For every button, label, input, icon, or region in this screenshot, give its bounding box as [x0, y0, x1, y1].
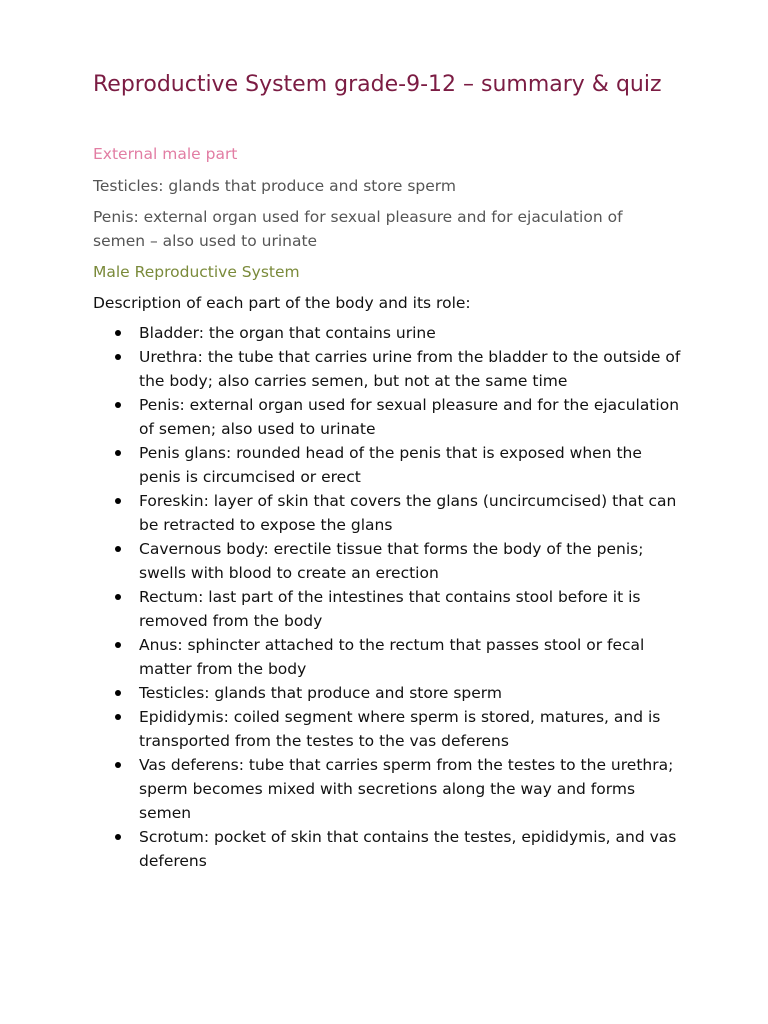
list-item-text: Epididymis: coiled segment where sperm is stored, matures, and is transported from the testes to the vas deferens — [139, 708, 661, 750]
bullet-icon — [115, 498, 121, 504]
list-item — [93, 753, 683, 825]
list-item-text: Penis glans: rounded head of the penis that is exposed when the penis is circumcised or erect — [139, 444, 642, 486]
bullet-icon — [115, 714, 121, 720]
list-item — [93, 489, 683, 537]
list-item — [93, 681, 683, 705]
list-item — [93, 345, 683, 393]
list-item-text: Vas deferens: tube that carries sperm from the testes to the urethra; sperm becomes mixed with secretions along the way and forms semen — [139, 756, 674, 822]
list-item — [93, 393, 683, 441]
list-item-text: Cavernous body: erectile tissue that forms the body of the penis; swells with blood to create an erection — [139, 540, 644, 582]
list-item — [93, 705, 683, 753]
list-item-text: Scrotum: pocket of skin that contains the testes, epididymis, and vas deferens — [139, 828, 677, 870]
list-item-text: Anus: sphincter attached to the rectum that passes stool or fecal matter from the body — [139, 636, 645, 678]
bullet-icon — [115, 402, 121, 408]
bullet-icon — [115, 642, 121, 648]
bullet-icon — [115, 594, 121, 600]
list-item — [93, 441, 683, 489]
bullet-icon — [115, 546, 121, 552]
bullet-icon — [115, 354, 121, 360]
list-item — [93, 537, 683, 585]
section-heading-external: External male part — [93, 145, 238, 163]
list-item — [93, 633, 683, 681]
list-item — [93, 825, 683, 873]
bullet-icon — [115, 450, 121, 456]
body-parts-list — [93, 321, 683, 873]
list-item-text: Penis: external organ used for sexual pleasure and for the ejaculation of semen; also used to urinate — [139, 396, 680, 438]
bullet-icon — [115, 762, 121, 768]
bullet-icon — [115, 834, 121, 840]
list-item-text: Foreskin: layer of skin that covers the glans (uncircumcised) that can be retracted to expose the glans — [139, 492, 677, 534]
external-penis-text: Penis: external organ used for sexual pleasure and for ejaculation of semen – also used to urinate — [93, 208, 623, 250]
document-title: Reproductive System grade-9-12 – summary & quiz — [93, 72, 662, 97]
section-heading-male-reproductive: Male Reproductive System — [93, 263, 300, 281]
bullet-icon — [115, 690, 121, 696]
external-testicles-text: Testicles: glands that produce and store sperm — [93, 177, 457, 195]
list-item-text: Rectum: last part of the intestines that contains stool before it is removed from the body — [139, 588, 641, 630]
list-item-text: Bladder: the organ that contains urine — [139, 324, 436, 342]
list-item-text: Urethra: the tube that carries urine from the bladder to the outside of the body; also carries semen, but not at the same time — [139, 348, 681, 390]
description-intro: Description of each part of the body and its role: — [93, 294, 471, 312]
bullet-icon — [115, 330, 121, 336]
list-item-text: Testicles: glands that produce and store sperm — [139, 684, 503, 702]
list-item — [93, 585, 683, 633]
list-item — [93, 321, 683, 345]
